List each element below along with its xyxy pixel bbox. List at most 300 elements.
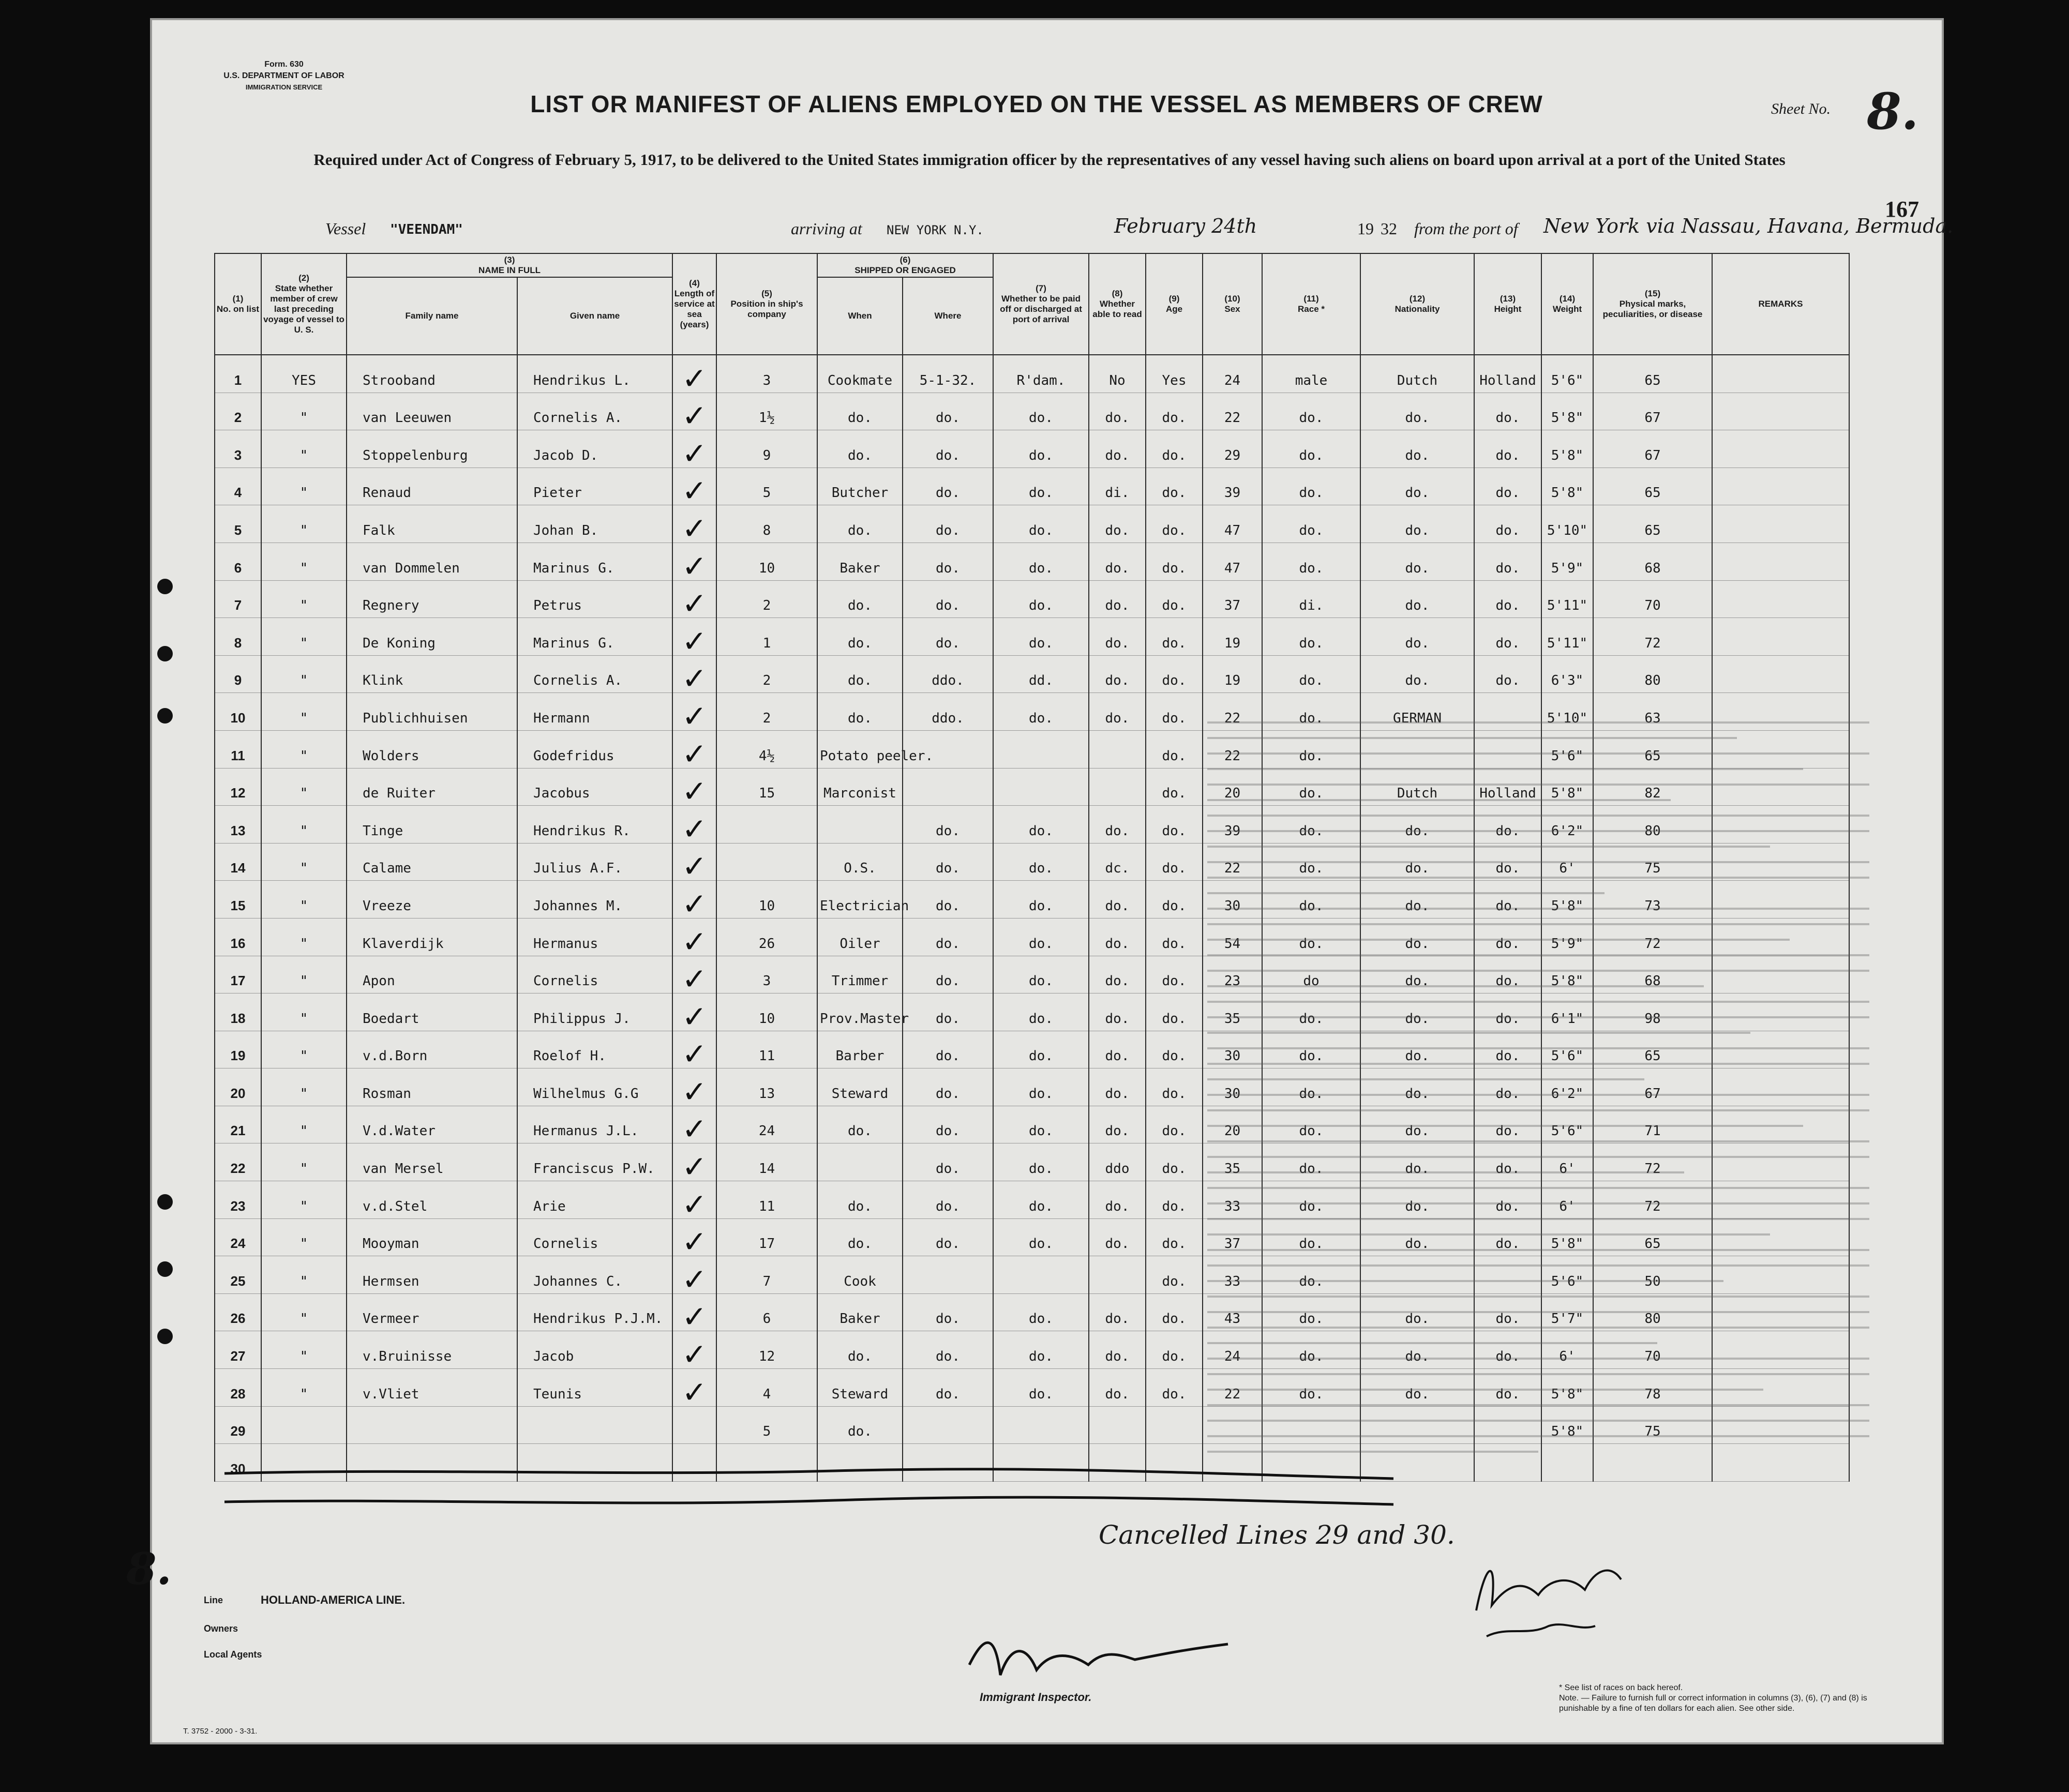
checkmark-cell [672, 655, 716, 697]
sheet-number-label: Sheet No. [1771, 100, 1831, 117]
cell-paid [1089, 768, 1146, 806]
cell-family: De Koning [347, 618, 517, 656]
cell-race: do. [1360, 881, 1474, 918]
cell-prev: " [261, 543, 347, 580]
cell-nationality [1474, 730, 1541, 768]
cell-weight: 67 [1593, 430, 1712, 468]
cell-position: O.S. [817, 843, 903, 881]
cell-nationality: do. [1474, 543, 1541, 580]
cell-position: do. [817, 655, 903, 693]
cell-height: 5'8" [1541, 881, 1593, 918]
checkmark-icon: ✓ [682, 886, 707, 922]
cell-given: Hendrikus R. [517, 806, 672, 844]
cell-prev: " [261, 1293, 347, 1331]
cell-position: Potato peeler. [817, 730, 903, 768]
cell-paid: do. [1089, 918, 1146, 956]
cell-read: do. [1146, 768, 1203, 806]
cell-race: do. [1360, 1181, 1474, 1219]
cell-given: Hendrikus L. [517, 355, 672, 393]
checkmark-icon: ✓ [682, 698, 707, 734]
cell-position: Cook [817, 1256, 903, 1294]
cell-paid: do. [1089, 956, 1146, 993]
table-row [215, 1406, 1849, 1444]
row-number: 1 [215, 355, 261, 393]
arrival-date: February 24th [1114, 215, 1257, 237]
cell-family: Stoppelenburg [347, 430, 517, 468]
cell-position: Marconist [817, 768, 903, 806]
cell-where: do. [993, 1181, 1089, 1219]
cell-read: do. [1146, 1331, 1203, 1369]
cell-position: Cookmate [817, 355, 903, 393]
cell-age: 20 [1203, 1106, 1262, 1143]
cell-family: Falk [347, 505, 517, 543]
cell-read: do. [1146, 993, 1203, 1031]
cell-when: ddo. [903, 693, 993, 731]
cell-read: do. [1146, 468, 1203, 505]
checkmark-cell [672, 1031, 716, 1072]
cell-service: 1½ [716, 393, 817, 430]
cell-prev: YES [261, 355, 347, 393]
cell-nationality: do. [1474, 1369, 1541, 1407]
cell-family: van Dommelen [347, 543, 517, 580]
vessel-label: Vessel [325, 219, 366, 238]
cell-weight: 80 [1593, 1293, 1712, 1331]
cell-where: do. [993, 1143, 1089, 1181]
cell-race: do. [1360, 993, 1474, 1031]
cell-weight: 68 [1593, 543, 1712, 580]
cell-weight: 72 [1593, 918, 1712, 956]
row-number: 25 [215, 1256, 261, 1294]
margin-mark: 8. [126, 1543, 172, 1594]
cell-nationality: do. [1474, 1068, 1541, 1106]
col-header-remarks: REMARKS [1712, 253, 1849, 355]
cell-weight: 65 [1593, 355, 1712, 393]
cell-given: Jacob D. [517, 430, 672, 468]
checkmark-cell [672, 768, 716, 809]
row-number: 29 [215, 1406, 261, 1444]
cell-service: 8 [716, 505, 817, 543]
cell-family: van Mersel [347, 1143, 517, 1181]
sheet-number-value: 8. [1867, 82, 1919, 141]
cell-race: do. [1360, 393, 1474, 430]
punch-hole [157, 708, 173, 724]
cell-when: do. [903, 806, 993, 844]
cell-when: do. [903, 843, 993, 881]
checkmark-cell [672, 843, 716, 884]
cell-given: Cornelis [517, 1218, 672, 1256]
row-number: 5 [215, 505, 261, 543]
cell-sex: do. [1262, 1256, 1360, 1294]
cell-when: do. [903, 1143, 993, 1181]
row-number: 19 [215, 1031, 261, 1068]
cell-sex: do. [1262, 806, 1360, 844]
row-number: 14 [215, 843, 261, 881]
cell-paid [1089, 1406, 1146, 1444]
cell-race: do. [1360, 1031, 1474, 1068]
cell-sex: do. [1262, 843, 1360, 881]
cell-race: do. [1360, 1068, 1474, 1106]
cell-height: 5'8" [1541, 1218, 1593, 1256]
cell-prev: " [261, 1331, 347, 1369]
cell-where: do. [993, 393, 1089, 430]
cell-height: 5'8" [1541, 393, 1593, 430]
cell-marks [1712, 1293, 1849, 1331]
cell-prev: " [261, 693, 347, 731]
row-number: 23 [215, 1181, 261, 1219]
cell-race: do. [1360, 1218, 1474, 1256]
cell-height: 5'8" [1541, 1369, 1593, 1407]
cell-where: do. [993, 618, 1089, 656]
col-header-race: (11) Race * [1262, 253, 1360, 355]
cell-read: do. [1146, 393, 1203, 430]
cell-family: Rosman [347, 1068, 517, 1106]
checkmark-cell [672, 1406, 716, 1444]
cell-weight: 72 [1593, 618, 1712, 656]
cell-height: 6' [1541, 1331, 1593, 1369]
cell-marks [1712, 806, 1849, 844]
cell-position: do. [817, 1406, 903, 1444]
cell-position: do. [817, 580, 903, 618]
page-title: LIST OR MANIFEST OF ALIENS EMPLOYED ON THE VESSEL AS MEMBERS OF CREW [530, 91, 1543, 117]
checkmark-icon: ✓ [682, 849, 707, 884]
cell-where: do. [993, 1293, 1089, 1331]
cell-family: Calame [347, 843, 517, 881]
checkmark-cell [672, 1256, 716, 1297]
row-number: 21 [215, 1106, 261, 1143]
checkmark-icon: ✓ [682, 1036, 707, 1072]
cell-where: R'dam. [993, 355, 1089, 393]
cell-prev: " [261, 768, 347, 806]
footnote-races: * See list of races on back hereof. [1559, 1683, 1683, 1692]
cell-sex: do. [1262, 393, 1360, 430]
cell-given: Teunis [517, 1369, 672, 1407]
cell-read: do. [1146, 505, 1203, 543]
checkmark-cell [672, 806, 716, 847]
col-header-nationality: (12) Nationality [1360, 253, 1474, 355]
cell-paid: do. [1089, 580, 1146, 618]
checkmark-cell [672, 1293, 716, 1335]
row-number: 9 [215, 655, 261, 693]
page-subtitle: Required under Act of Congress of February 5, 1917, to be delivered to the United States immigration officer by the representatives of any vessel having such aliens on board upon arrival at a port of the United States [313, 150, 1786, 169]
checkmark-icon: ✓ [682, 961, 707, 997]
row-number: 7 [215, 580, 261, 618]
cell-family: de Ruiter [347, 768, 517, 806]
cell-prev: " [261, 1218, 347, 1256]
cell-service: 4 [716, 1369, 817, 1407]
cell-race [1360, 1256, 1474, 1294]
cell-family: Regnery [347, 580, 517, 618]
checkmark-icon: ✓ [682, 510, 707, 546]
cell-height: 5'8" [1541, 1406, 1593, 1444]
cell-sex: do. [1262, 993, 1360, 1031]
cell-read: do. [1146, 918, 1203, 956]
cell-given: Hermanus [517, 918, 672, 956]
cancelled-lines-note: Cancelled Lines 29 and 30. [1099, 1520, 1455, 1550]
checkmark-cell [672, 1218, 716, 1260]
cell-sex: do. [1262, 468, 1360, 505]
cell-position: do. [817, 1331, 903, 1369]
col-header-given-name: Given name [517, 277, 672, 355]
cell-read: Yes [1146, 355, 1203, 393]
cell-prev: " [261, 430, 347, 468]
cell-service: 3 [716, 956, 817, 993]
checkmark-icon: ✓ [682, 1149, 707, 1185]
cell-paid [1089, 730, 1146, 768]
col-header-when: When [817, 277, 903, 355]
col-header-physical-marks: (15) Physical marks, peculiarities, or disease [1593, 253, 1712, 355]
col-header-sex: (10) Sex [1203, 253, 1262, 355]
cell-when: 5-1-32. [903, 355, 993, 393]
cell-when [903, 768, 993, 806]
cell-height: 5'8" [1541, 430, 1593, 468]
cell-read: do. [1146, 1068, 1203, 1106]
cell-marks [1712, 468, 1849, 505]
row-number: 6 [215, 543, 261, 580]
cell-paid: do. [1089, 1181, 1146, 1219]
arriving-label: arriving at [791, 219, 862, 238]
table-row [215, 1181, 1849, 1219]
checkmark-icon: ✓ [682, 999, 707, 1034]
cell-race: do. [1360, 1106, 1474, 1143]
checkmark-cell [672, 1143, 716, 1185]
cell-where: do. [993, 881, 1089, 918]
cell-family: Klaverdijk [347, 918, 517, 956]
cell-position: do. [817, 505, 903, 543]
cell-sex: do. [1262, 543, 1360, 580]
cell-given: Johannes M. [517, 881, 672, 918]
cell-sex: do. [1262, 768, 1360, 806]
cell-when: do. [903, 993, 993, 1031]
cell-family: v.Bruinisse [347, 1331, 517, 1369]
cell-family: Wolders [347, 730, 517, 768]
cell-when: do. [903, 1331, 993, 1369]
cell-weight: 50 [1593, 1256, 1712, 1294]
cell-weight: 75 [1593, 843, 1712, 881]
cell-nationality: do. [1474, 1181, 1541, 1219]
cell-sex: do. [1262, 1106, 1360, 1143]
cell-paid: do. [1089, 1293, 1146, 1331]
checkmark-cell [672, 505, 716, 546]
cell-nationality: do. [1474, 430, 1541, 468]
cell-family: Klink [347, 655, 517, 693]
cell-weight [1593, 1444, 1712, 1482]
cell-position: Baker [817, 543, 903, 580]
cell-paid: do. [1089, 618, 1146, 656]
cell-service: 11 [716, 1181, 817, 1219]
cell-given: Roelof H. [517, 1031, 672, 1068]
cell-height: 6' [1541, 1143, 1593, 1181]
cell-marks [1712, 843, 1849, 881]
vessel-name: "VEENDAM" [390, 222, 463, 237]
cell-paid: do. [1089, 1031, 1146, 1068]
checkmark-icon: ✓ [682, 586, 707, 622]
cell-given: Jacob [517, 1331, 672, 1369]
punch-hole [157, 579, 173, 594]
cell-age: 33 [1203, 1181, 1262, 1219]
cell-sex: do. [1262, 655, 1360, 693]
cell-nationality: do. [1474, 1143, 1541, 1181]
cell-weight: 67 [1593, 393, 1712, 430]
cell-paid: ddo [1089, 1143, 1146, 1181]
cell-age: 47 [1203, 543, 1262, 580]
cell-age: 35 [1203, 993, 1262, 1031]
cell-prev [261, 1406, 347, 1444]
cell-nationality: do. [1474, 1218, 1541, 1256]
cell-when: do. [903, 1031, 993, 1068]
cell-age: 30 [1203, 1031, 1262, 1068]
cell-nationality [1474, 1256, 1541, 1294]
cell-when: do. [903, 1293, 993, 1331]
cell-when: do. [903, 580, 993, 618]
cell-marks [1712, 993, 1849, 1031]
cell-position [817, 806, 903, 844]
cell-weight: 65 [1593, 1031, 1712, 1068]
row-number: 30 [215, 1444, 261, 1482]
cell-service: 2 [716, 655, 817, 693]
cell-nationality [1474, 1406, 1541, 1444]
cell-height: 6'2" [1541, 1068, 1593, 1106]
row-number: 17 [215, 956, 261, 993]
cell-position: Steward [817, 1369, 903, 1407]
table-row [215, 843, 1849, 881]
captain-signature [1466, 1548, 1631, 1652]
cell-when: do. [903, 543, 993, 580]
punch-hole [157, 1261, 173, 1277]
cell-marks [1712, 1181, 1849, 1219]
cell-race: do. [1360, 1369, 1474, 1407]
cell-service: 26 [716, 918, 817, 956]
cell-nationality: do. [1474, 1331, 1541, 1369]
cell-weight: 73 [1593, 881, 1712, 918]
col-header-paid-off: (7) Whether to be paid off or discharged at port of arrival [993, 253, 1089, 355]
col-header-name: (3) NAME IN FULL [347, 253, 672, 277]
cell-prev: " [261, 505, 347, 543]
cell-weight: 78 [1593, 1369, 1712, 1407]
cell-race: do. [1360, 956, 1474, 993]
cell-height: 5'9" [1541, 543, 1593, 580]
cell-prev: " [261, 1143, 347, 1181]
cell-race: do. [1360, 505, 1474, 543]
checkmark-cell [672, 468, 716, 509]
cell-where: do. [993, 1068, 1089, 1106]
cell-age: 47 [1203, 505, 1262, 543]
cell-family: Strooband [347, 355, 517, 393]
cell-nationality: do. [1474, 806, 1541, 844]
cell-paid: do. [1089, 505, 1146, 543]
cell-marks [1712, 1143, 1849, 1181]
cell-service: 10 [716, 881, 817, 918]
checkmark-cell [672, 1106, 716, 1147]
checkmark-icon: ✓ [682, 398, 707, 434]
cell-where [993, 1256, 1089, 1294]
cell-read: do. [1146, 1143, 1203, 1181]
table-row [215, 618, 1849, 656]
cell-when: do. [903, 1181, 993, 1219]
inspector-signature [964, 1623, 1233, 1701]
cell-age: 22 [1203, 693, 1262, 731]
cell-nationality: do. [1474, 1106, 1541, 1143]
cell-marks [1712, 1068, 1849, 1106]
cell-nationality: do. [1474, 881, 1541, 918]
checkmark-icon: ✓ [682, 473, 707, 509]
cell-race: do. [1360, 843, 1474, 881]
cell-age: 22 [1203, 1369, 1262, 1407]
checkmark-icon: ✓ [682, 924, 707, 959]
cell-race: do. [1360, 543, 1474, 580]
cell-family: Tinge [347, 806, 517, 844]
cell-position: do. [817, 430, 903, 468]
cell-weight: 63 [1593, 693, 1712, 731]
cell-nationality [1474, 1444, 1541, 1482]
cell-race: Dutch [1360, 355, 1474, 393]
cell-position: Baker [817, 1293, 903, 1331]
cell-service: 12 [716, 1331, 817, 1369]
cell-height [1541, 1444, 1593, 1482]
cell-marks [1712, 1331, 1849, 1369]
table-row [215, 693, 1849, 731]
cell-height: 6'1" [1541, 993, 1593, 1031]
cell-read [1146, 1406, 1203, 1444]
cell-paid: do. [1089, 1106, 1146, 1143]
line-label: Line [204, 1595, 223, 1605]
cell-given: Marinus G. [517, 543, 672, 580]
checkmark-cell [672, 693, 716, 734]
cell-read: do. [1146, 730, 1203, 768]
checkmark-icon: ✓ [682, 1074, 707, 1109]
cell-position: Butcher [817, 468, 903, 505]
cell-paid: do. [1089, 881, 1146, 918]
cell-family: Publichhuisen [347, 693, 517, 731]
checkmark-icon: ✓ [682, 1374, 707, 1410]
cell-when: do. [903, 881, 993, 918]
cell-service: 2 [716, 580, 817, 618]
checkmark-icon: ✓ [682, 1111, 707, 1147]
cell-paid: do. [1089, 693, 1146, 731]
cell-where: do. [993, 1369, 1089, 1407]
cell-nationality: do. [1474, 580, 1541, 618]
cell-age: 54 [1203, 918, 1262, 956]
cell-height: 6' [1541, 843, 1593, 881]
cell-weight: 68 [1593, 956, 1712, 993]
cell-family: Boedart [347, 993, 517, 1031]
cell-age: 29 [1203, 430, 1262, 468]
cell-marks [1712, 1218, 1849, 1256]
checkmark-icon: ✓ [682, 1299, 707, 1335]
cell-position: do. [817, 1218, 903, 1256]
cell-height: 5'10" [1541, 505, 1593, 543]
cell-height: 6' [1541, 1181, 1593, 1219]
cell-height: 5'6" [1541, 355, 1593, 393]
cell-marks [1712, 1031, 1849, 1068]
cell-paid: do. [1089, 1369, 1146, 1407]
form-number: Form. 630 [264, 60, 304, 69]
checkmark-cell [672, 393, 716, 434]
cell-family: v.Vliet [347, 1369, 517, 1407]
cell-height: 5'7" [1541, 1293, 1593, 1331]
cell-service: 5 [716, 1406, 817, 1444]
cell-paid: do. [1089, 1331, 1146, 1369]
row-number: 11 [215, 730, 261, 768]
cell-read: do. [1146, 1031, 1203, 1068]
cell-race: do. [1360, 468, 1474, 505]
cell-where [993, 730, 1089, 768]
cell-marks [1712, 1406, 1849, 1444]
cell-where: do. [993, 843, 1089, 881]
cell-where: dd. [993, 655, 1089, 693]
cell-prev: " [261, 655, 347, 693]
cell-prev: " [261, 1181, 347, 1219]
table-row [215, 1369, 1849, 1407]
